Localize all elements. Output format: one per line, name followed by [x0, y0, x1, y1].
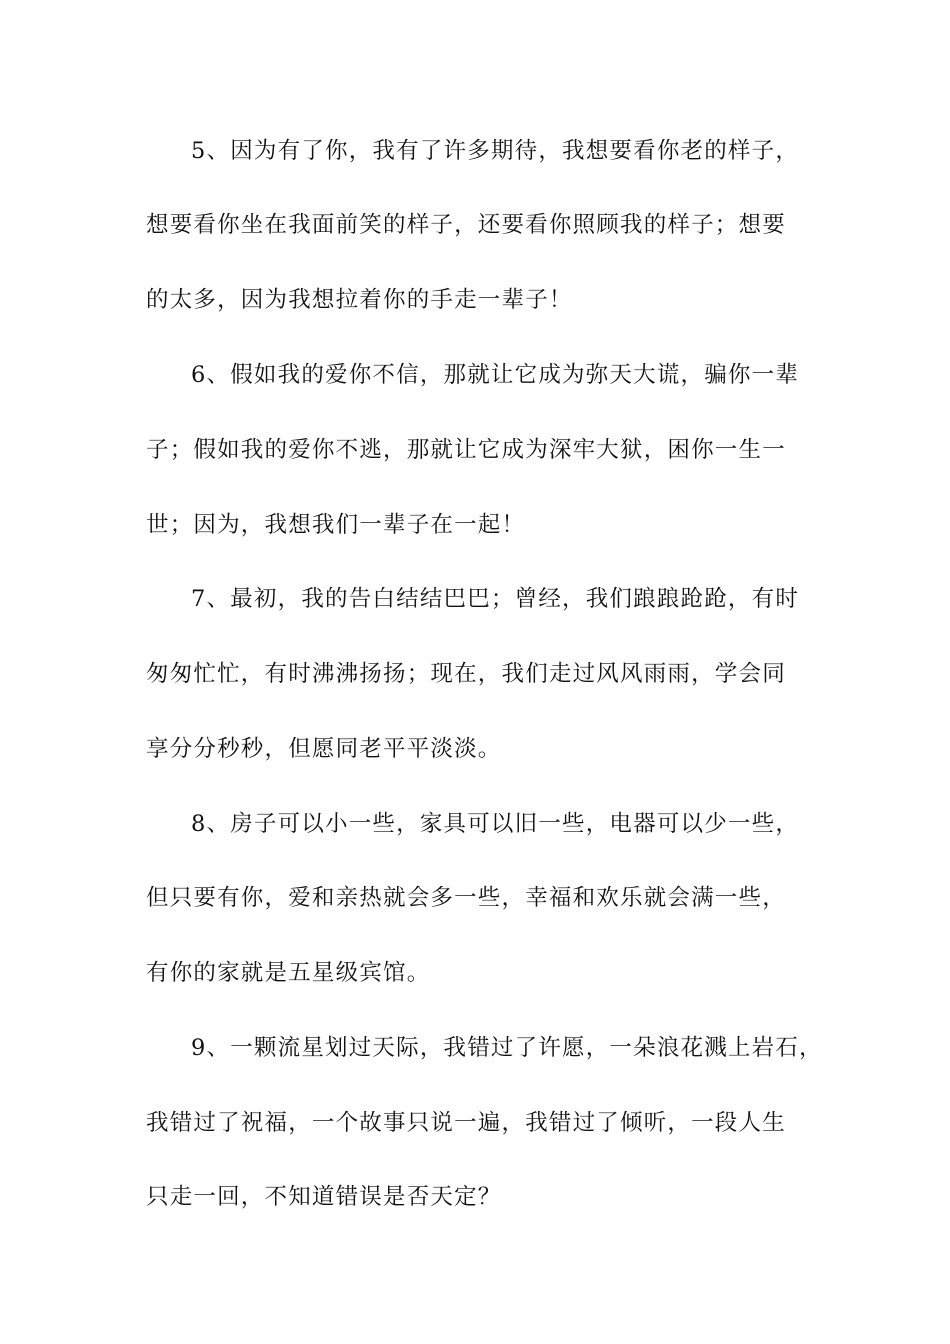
paragraph-5-line-1: 5、因为有了你，我有了许多期待，我想要看你老的样子，: [191, 138, 800, 164]
paragraph-8-line-2: 但只要有你，爱和亲热就会多一些，幸福和欢乐就会满一些，: [146, 885, 786, 911]
paragraph-6-line-3: 世；因为，我想我们一辈子在一起！: [146, 512, 526, 538]
paragraph-5-line-3: 的太多，因为我想拉着你的手走一辈子！: [146, 287, 573, 313]
paragraph-7-line-3: 享分分秒秒，但愿同老平平淡淡。: [146, 736, 502, 762]
paragraph-8-line-3: 有你的家就是五星级宾馆。: [146, 960, 431, 986]
paragraph-9-line-1: 9、一颗流星划过天际，我错过了许愿，一朵浪花溅上岩石，: [191, 1035, 823, 1061]
paragraph-9-line-3: 只走一回，不知道错误是否天定？: [146, 1184, 502, 1210]
paragraph-7-line-1: 7、最初，我的告白结结巴巴；曾经，我们踉踉跄跄，有时: [191, 586, 800, 612]
paragraph-7-line-2: 匆匆忙忙，有时沸沸扬扬；现在，我们走过风风雨雨，学会同: [146, 661, 786, 687]
paragraph-6-line-1: 6、假如我的爱你不信，那就让它成为弥天大谎，骗你一辈: [191, 362, 800, 388]
paragraph-5-line-2: 想要看你坐在我面前笑的样子，还要看你照顾我的样子；想要: [146, 212, 786, 238]
paragraph-8-line-1: 8、房子可以小一些，家具可以旧一些，电器可以少一些，: [191, 811, 800, 837]
paragraph-9-line-2: 我错过了祝福，一个故事只说一遍，我错过了倾听，一段人生: [146, 1110, 786, 1136]
paragraph-6-line-2: 子；假如我的爱你不逃，那就让它成为深牢大狱，困你一生一: [146, 437, 786, 463]
